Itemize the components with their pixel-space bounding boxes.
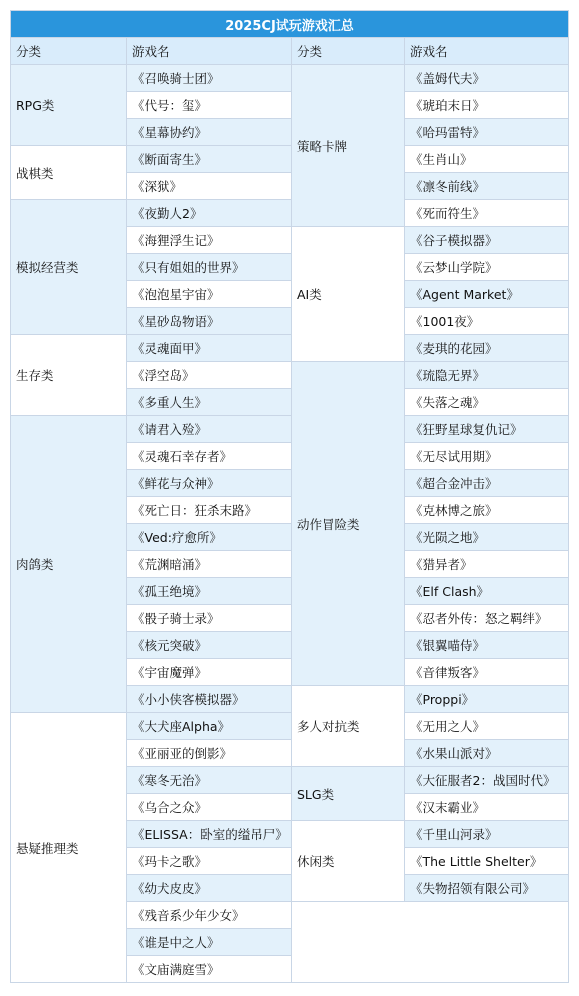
game-name-cell: 《召唤骑士团》	[127, 65, 292, 92]
game-name-cell: 《残音系少年少女》	[127, 902, 292, 929]
category-cell: 生存类	[11, 335, 127, 416]
game-name-cell: 《生肖山》	[405, 146, 569, 173]
game-name-cell: 《无用之人》	[405, 713, 569, 740]
category-cell: AI类	[292, 227, 405, 362]
table-row	[11, 416, 569, 443]
table-title: 2025CJ试玩游戏汇总	[11, 11, 569, 38]
table-row	[11, 65, 569, 92]
game-name-cell: 《麦琪的花园》	[405, 335, 569, 362]
game-name-cell: 《音律叛客》	[405, 659, 569, 686]
game-name-cell: 《灵魂石幸存者》	[127, 443, 292, 470]
game-name-cell: 《琉隐无界》	[405, 362, 569, 389]
game-name-cell: 《浮空岛》	[127, 362, 292, 389]
game-name-cell: 《Elf Clash》	[405, 578, 569, 605]
game-name-cell: 《忍者外传：怒之羁绊》	[405, 605, 569, 632]
game-name-cell: 《无尽试用期》	[405, 443, 569, 470]
game-summary-table	[10, 10, 569, 983]
category-cell: 肉鸽类	[11, 416, 127, 713]
header-category-right: 分类	[292, 38, 405, 65]
category-cell: 多人对抗类	[292, 686, 405, 767]
game-name-cell: 《大征服者2：战国时代》	[405, 767, 569, 794]
table-row	[11, 146, 569, 173]
category-cell: 策略卡牌	[292, 65, 405, 227]
game-name-cell: 《只有姐姐的世界》	[127, 254, 292, 281]
header-game-left: 游戏名	[127, 38, 292, 65]
game-name-cell: 《凛冬前线》	[405, 173, 569, 200]
category-cell: 模拟经营类	[11, 200, 127, 335]
game-name-cell: 《夜勤人2》	[127, 200, 292, 227]
game-name-cell: 《核元突破》	[127, 632, 292, 659]
game-name-cell: 《狂野星球复仇记》	[405, 416, 569, 443]
game-name-cell: 《代号：玺》	[127, 92, 292, 119]
game-name-cell: 《盖姆代夫》	[405, 65, 569, 92]
game-name-cell: 《琥珀末日》	[405, 92, 569, 119]
game-name-cell: 《克林博之旅》	[405, 497, 569, 524]
game-name-cell: 《猎异者》	[405, 551, 569, 578]
game-name-cell: 《多重人生》	[127, 389, 292, 416]
game-name-cell: 《星砂岛物语》	[127, 308, 292, 335]
game-name-cell: 《荒渊暗涌》	[127, 551, 292, 578]
game-name-cell: 《宇宙魔弹》	[127, 659, 292, 686]
game-name-cell: 《断面寄生》	[127, 146, 292, 173]
table-body	[11, 65, 569, 983]
game-name-cell: 《Agent Market》	[405, 281, 569, 308]
table-row	[11, 713, 569, 740]
game-name-cell: 《孤王绝境》	[127, 578, 292, 605]
table-title-row	[11, 11, 569, 38]
game-name-cell: 《1001夜》	[405, 308, 569, 335]
game-name-cell: 《Proppi》	[405, 686, 569, 713]
game-name-cell: 《光陨之地》	[405, 524, 569, 551]
game-name-cell: 《寒冬无治》	[127, 767, 292, 794]
game-name-cell: 《谷子模拟器》	[405, 227, 569, 254]
category-cell: 战棋类	[11, 146, 127, 200]
game-name-cell: 《超合金冲击》	[405, 470, 569, 497]
game-name-cell: 《泡泡星宇宙》	[127, 281, 292, 308]
game-name-cell: 《玛卡之歌》	[127, 848, 292, 875]
game-name-cell: 《ELISSA：卧室的缢吊尸》	[127, 821, 292, 848]
table-row	[11, 200, 569, 227]
table-header-row	[11, 38, 569, 65]
category-cell: 悬疑推理类	[11, 713, 127, 983]
game-name-cell: 《云梦山学院》	[405, 254, 569, 281]
category-cell: 休闲类	[292, 821, 405, 902]
game-name-cell: 《亚丽亚的倒影》	[127, 740, 292, 767]
game-name-cell: 《灵魂面甲》	[127, 335, 292, 362]
header-game-right: 游戏名	[405, 38, 569, 65]
game-name-cell: 《星幕协约》	[127, 119, 292, 146]
game-name-cell: 《银翼喵侍》	[405, 632, 569, 659]
game-name-cell: 《鲜花与众神》	[127, 470, 292, 497]
game-name-cell: 《大犬座Alpha》	[127, 713, 292, 740]
game-name-cell: 《请君入殓》	[127, 416, 292, 443]
game-name-cell: 《失物招领有限公司》	[405, 875, 569, 902]
header-category-left: 分类	[11, 38, 127, 65]
category-cell: RPG类	[11, 65, 127, 146]
game-name-cell: 《文庙满庭雪》	[127, 956, 292, 983]
game-name-cell: 《千里山河录》	[405, 821, 569, 848]
game-name-cell: 《骰子骑士录》	[127, 605, 292, 632]
game-name-cell: 《海狸浮生记》	[127, 227, 292, 254]
game-name-cell: 《失落之魂》	[405, 389, 569, 416]
game-name-cell: 《死而符生》	[405, 200, 569, 227]
game-name-cell: 《小小侠客模拟器》	[127, 686, 292, 713]
game-name-cell: 《谁是中之人》	[127, 929, 292, 956]
game-name-cell: 《水果山派对》	[405, 740, 569, 767]
game-name-cell: 《Ved:疗愈所》	[127, 524, 292, 551]
game-name-cell: 《The Little Shelter》	[405, 848, 569, 875]
game-name-cell: 《哈玛雷特》	[405, 119, 569, 146]
game-name-cell: 《死亡日：狂杀末路》	[127, 497, 292, 524]
game-name-cell: 《深狱》	[127, 173, 292, 200]
game-name-cell: 《幼犬皮皮》	[127, 875, 292, 902]
empty-cell	[292, 902, 569, 983]
category-cell: 动作冒险类	[292, 362, 405, 686]
category-cell: SLG类	[292, 767, 405, 821]
game-name-cell: 《乌合之众》	[127, 794, 292, 821]
game-name-cell: 《汉末霸业》	[405, 794, 569, 821]
table-row	[11, 335, 569, 362]
